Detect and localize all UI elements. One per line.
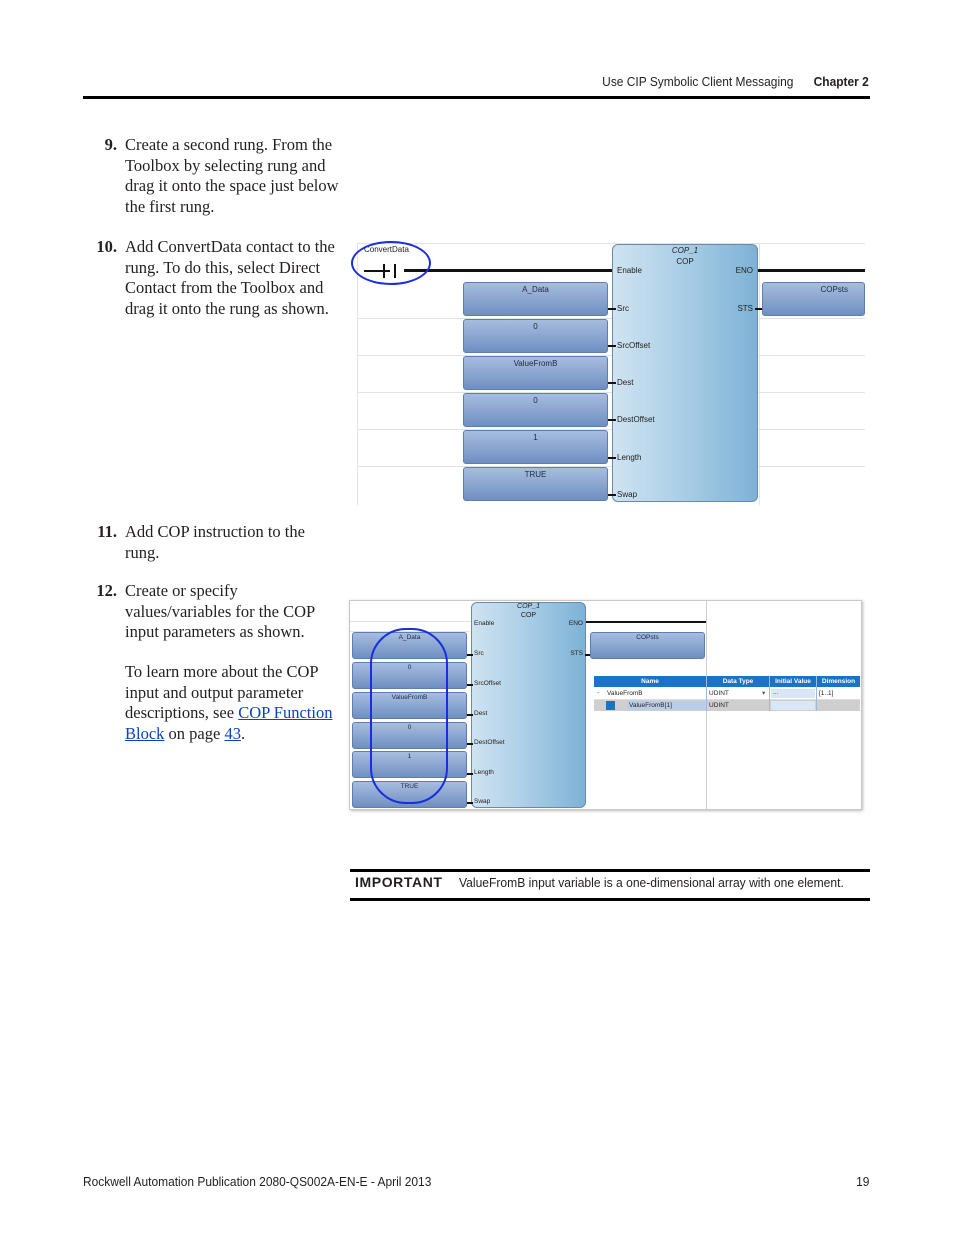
page-link[interactable]: 43	[224, 723, 241, 743]
footer-publication: Rockwell Automation Publication 2080-QS002A-EN-E - April 2013	[83, 1174, 432, 1189]
cop-block[interactable]	[471, 602, 586, 808]
dropdown-icon[interactable]: ▾	[762, 690, 766, 697]
element-icon	[606, 701, 615, 710]
highlight-ring	[370, 628, 448, 804]
block-type: COP	[520, 612, 537, 619]
step-11	[83, 522, 353, 564]
step-line: input parameters as shown.	[125, 622, 305, 641]
input-src[interactable]: A_Data	[352, 632, 467, 659]
col-initial-value[interactable]: Initial Value	[775, 678, 811, 685]
pin-srcoffset: SrcOffset	[617, 341, 651, 350]
input-length[interactable]: 1	[352, 751, 467, 778]
pin-dest: Dest	[474, 710, 488, 717]
cop-function-block-link[interactable]: COP Function	[238, 703, 333, 722]
step-line: Contact from the Toolbox and	[125, 278, 324, 297]
step-text	[125, 135, 339, 217]
row-dimension: [1..1]	[819, 690, 834, 697]
important-label: IMPORTANT	[355, 874, 443, 890]
step-number: 12.	[96, 581, 117, 600]
ladder-figure-1	[349, 240, 865, 505]
learn-more-line	[125, 724, 332, 745]
step-line: drag it onto the rung as shown.	[125, 298, 329, 318]
running-header	[602, 74, 869, 89]
row-initial: ...	[773, 689, 779, 696]
ladder-figure-2	[349, 600, 862, 810]
row-type: UDINT	[709, 702, 729, 709]
important-text: ValueFromB input variable is a one-dimensional array with one element.	[459, 875, 844, 890]
output-sts[interactable]: COPsts	[762, 282, 865, 316]
step-line: the first rung.	[125, 196, 215, 216]
block-instance: COP_1	[517, 603, 540, 610]
step-line: rung.	[125, 542, 160, 562]
step-text	[125, 522, 305, 563]
block-instance: COP_1	[671, 246, 699, 255]
input-src[interactable]: A_Data	[463, 282, 608, 316]
step-number: 11.	[97, 522, 117, 541]
input-length[interactable]: 1	[463, 430, 608, 464]
cop-function-block-link[interactable]: Block	[125, 723, 165, 743]
pin-length: Length	[617, 453, 642, 462]
rung-line	[585, 621, 706, 623]
input-dest[interactable]: ValueFromB	[463, 356, 608, 390]
important-rule-bottom	[350, 898, 870, 901]
pin-eno: ENO	[568, 620, 583, 627]
pin-srcoffset: SrcOffset	[474, 680, 501, 687]
learn-more-mid: on page	[164, 723, 225, 743]
page-number: 19	[855, 1174, 869, 1189]
learn-more-line: To learn more about the COP	[125, 662, 319, 681]
rung-line	[404, 269, 612, 272]
step-line: Create or specify	[125, 581, 238, 600]
step-number: 10.	[96, 237, 117, 256]
pin-swap: Swap	[617, 490, 638, 499]
initial-value-cell[interactable]	[771, 701, 815, 710]
header-rule	[83, 96, 870, 99]
learn-more-end: .	[240, 723, 246, 743]
pin-sts: STS	[737, 304, 753, 313]
pin-enable: Enable	[617, 266, 642, 275]
step-line: values/variables for the COP	[125, 601, 316, 621]
step-9	[83, 135, 353, 219]
contact-label: ConvertData	[364, 245, 409, 254]
collapse-icon[interactable]: -	[597, 689, 600, 696]
input-destoffset[interactable]: 0	[463, 393, 608, 427]
pin-src: Src	[474, 650, 484, 657]
input-swap[interactable]: TRUE	[463, 467, 608, 501]
input-dest[interactable]: ValueFromB	[352, 692, 467, 719]
learn-more-prefix: descriptions, see	[125, 703, 239, 722]
variables-table	[594, 676, 860, 712]
row-type: UDINT	[709, 690, 729, 697]
step-line: Add ConvertData contact to the	[125, 237, 335, 256]
step-text	[125, 581, 315, 643]
col-name[interactable]: Name	[641, 678, 659, 685]
pin-src: Src	[617, 304, 629, 313]
step-10	[83, 237, 353, 321]
learn-more-paragraph	[125, 662, 332, 744]
pin-sts: STS	[570, 650, 583, 657]
pin-eno: ENO	[735, 266, 753, 275]
input-srcoffset[interactable]: 0	[352, 662, 467, 689]
learn-more-line: input and output parameter	[125, 682, 304, 702]
input-swap[interactable]: TRUE	[352, 781, 467, 808]
step-line: Create a second rung. From the	[125, 135, 333, 154]
pin-destoffset: DestOffset	[474, 739, 505, 746]
input-destoffset[interactable]: 0	[352, 722, 467, 749]
rung-line	[758, 269, 865, 272]
output-sts[interactable]: COPsts	[590, 632, 705, 659]
step-12	[83, 581, 353, 751]
col-data-type[interactable]: Data Type	[722, 678, 754, 685]
step-line: Add COP instruction to the	[125, 522, 305, 541]
step-line: Toolbox by selecting rung and	[125, 155, 326, 175]
col-dimension[interactable]: Dimension	[821, 678, 856, 685]
pin-length: Length	[474, 769, 494, 776]
header-section: Use CIP Symbolic Client Messaging	[602, 74, 794, 89]
step-line: rung. To do this, select Direct	[125, 257, 321, 277]
step-number: 9.	[104, 135, 117, 154]
row-name: ValueFromB[1]	[629, 702, 672, 709]
pin-swap: Swap	[474, 798, 491, 805]
header-chapter: Chapter 2	[813, 74, 869, 89]
highlight-ring	[351, 241, 431, 285]
step-text	[125, 237, 335, 319]
step-line: drag it onto the space just below	[125, 176, 339, 195]
input-srcoffset[interactable]: 0	[463, 319, 608, 353]
pin-destoffset: DestOffset	[617, 415, 655, 424]
row-name: ValueFromB	[607, 690, 643, 697]
learn-more-line	[125, 703, 332, 724]
pin-enable: Enable	[474, 620, 495, 627]
important-rule-top	[350, 869, 870, 872]
block-type: COP	[676, 257, 694, 266]
pin-dest: Dest	[617, 378, 634, 387]
cop-block[interactable]	[612, 244, 758, 502]
